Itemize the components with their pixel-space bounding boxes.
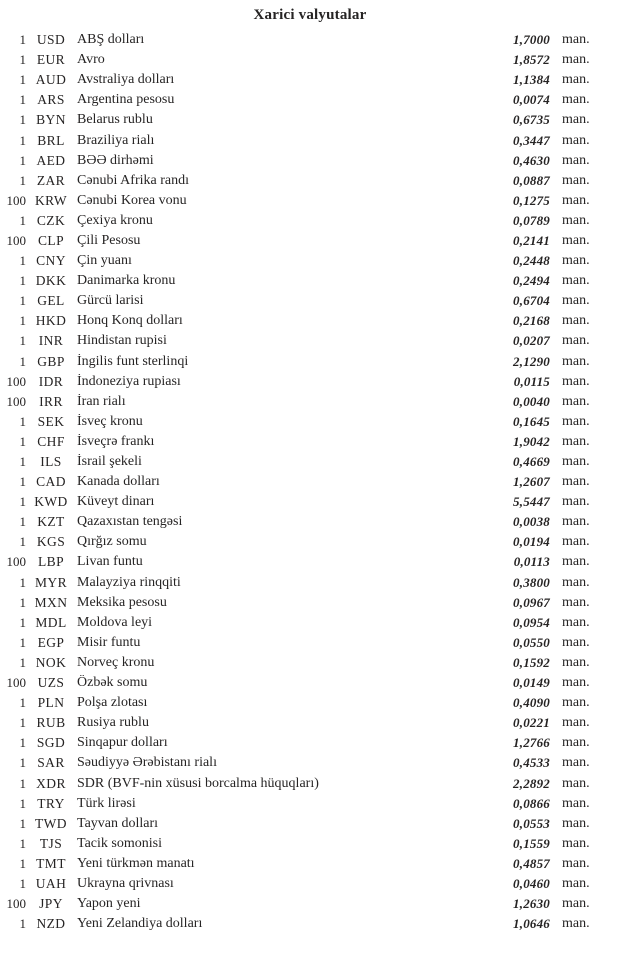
currency-code: IRR xyxy=(39,393,63,409)
currency-row xyxy=(0,171,620,191)
currency-unit: man. xyxy=(562,474,590,490)
currency-name: BƏƏ dirhəmi xyxy=(77,152,154,168)
currency-unit: man. xyxy=(562,393,590,409)
currency-rate: 0,1592 xyxy=(513,654,550,670)
currency-code: KZT xyxy=(37,514,65,530)
currency-quantity: 1 xyxy=(19,594,26,610)
currency-name: Avstraliya dolları xyxy=(77,72,175,88)
currency-name: Cənubi Korea vonu xyxy=(77,192,187,208)
currency-name: Türk lirəsi xyxy=(77,795,136,811)
currency-name: Sinqapur dolları xyxy=(77,735,168,751)
currency-row xyxy=(0,914,620,934)
currency-name: Braziliya rialı xyxy=(77,132,155,148)
currency-rate: 0,2448 xyxy=(513,253,550,269)
currency-quantity: 1 xyxy=(19,735,26,751)
currency-unit: man. xyxy=(562,413,590,429)
currency-rate: 0,4669 xyxy=(513,454,550,470)
currency-row xyxy=(0,211,620,231)
currency-quantity: 1 xyxy=(19,433,26,449)
currency-name: Norveç kronu xyxy=(77,654,155,670)
currency-unit: man. xyxy=(562,253,590,269)
currency-row xyxy=(0,713,620,733)
currency-row xyxy=(0,894,620,914)
currency-rate: 0,4857 xyxy=(513,855,550,871)
currency-code: TRY xyxy=(37,795,65,811)
currency-code: INR xyxy=(38,333,64,349)
currency-code: EGP xyxy=(37,634,65,650)
currency-row xyxy=(0,613,620,633)
currency-row xyxy=(0,331,620,351)
currency-unit: man. xyxy=(562,896,590,912)
currency-code: CAD xyxy=(36,474,66,490)
currency-unit: man. xyxy=(562,132,590,148)
currency-quantity: 1 xyxy=(19,72,26,88)
currency-quantity: 1 xyxy=(19,755,26,771)
currency-rate: 0,4630 xyxy=(513,152,550,168)
currency-rate: 0,0550 xyxy=(513,634,550,650)
currency-quantity: 1 xyxy=(19,775,26,791)
currency-rate: 0,3800 xyxy=(513,574,550,590)
currency-quantity: 1 xyxy=(19,32,26,48)
currency-name: Gürcü larisi xyxy=(77,293,144,309)
currency-rate: 0,0038 xyxy=(513,514,550,530)
currency-quantity: 100 xyxy=(6,192,26,208)
currency-quantity: 100 xyxy=(6,675,26,691)
currency-quantity: 100 xyxy=(6,896,26,912)
currency-code: GEL xyxy=(37,293,65,309)
currency-unit: man. xyxy=(562,72,590,88)
currency-unit: man. xyxy=(562,614,590,630)
currency-rate: 5,5447 xyxy=(513,494,550,510)
currency-unit: man. xyxy=(562,815,590,831)
currency-name: Cənubi Afrika randı xyxy=(77,172,189,188)
currency-code: MDL xyxy=(35,614,67,630)
currency-quantity: 1 xyxy=(19,353,26,369)
currency-row xyxy=(0,472,620,492)
currency-unit: man. xyxy=(562,514,590,530)
currency-rate: 1,9042 xyxy=(513,433,550,449)
currency-name: Səudiyyə Ərəbistanı rialı xyxy=(77,755,217,771)
currency-unit: man. xyxy=(562,855,590,871)
currency-rate: 2,2892 xyxy=(513,775,550,791)
currency-unit: man. xyxy=(562,232,590,248)
currency-name: Avro xyxy=(77,52,105,68)
currency-unit: man. xyxy=(562,916,590,932)
currency-unit: man. xyxy=(562,454,590,470)
currency-unit: man. xyxy=(562,654,590,670)
currency-code: HKD xyxy=(35,313,67,329)
currency-rate: 0,0866 xyxy=(513,795,550,811)
currency-unit: man. xyxy=(562,92,590,108)
currency-code: CZK xyxy=(36,212,66,228)
currency-row xyxy=(0,512,620,532)
currency-quantity: 1 xyxy=(19,916,26,932)
currency-unit: man. xyxy=(562,574,590,590)
currency-quantity: 1 xyxy=(19,474,26,490)
currency-row xyxy=(0,231,620,251)
currency-name: Malayziya rinqqiti xyxy=(77,574,181,590)
currency-quantity: 1 xyxy=(19,795,26,811)
currency-name: Qırğız somu xyxy=(77,534,147,550)
currency-name: Özbək somu xyxy=(77,675,148,691)
currency-code: UAH xyxy=(35,875,67,891)
currency-rate: 0,2494 xyxy=(513,273,550,289)
currency-row xyxy=(0,291,620,311)
currency-code: IDR xyxy=(38,373,64,389)
currency-row xyxy=(0,593,620,613)
currency-name: Polşa zlotası xyxy=(77,695,148,711)
currency-name: Tayvan dolları xyxy=(77,815,159,831)
currency-rate: 1,0646 xyxy=(513,916,550,932)
currency-unit: man. xyxy=(562,192,590,208)
currency-code: DKK xyxy=(35,273,67,289)
currency-row xyxy=(0,30,620,50)
currency-rate: 0,0967 xyxy=(513,594,550,610)
currency-quantity: 1 xyxy=(19,454,26,470)
currency-code: JPY xyxy=(39,896,63,912)
currency-code: CHF xyxy=(37,433,65,449)
currency-code: AED xyxy=(36,152,66,168)
currency-unit: man. xyxy=(562,735,590,751)
currency-code: PLN xyxy=(37,695,65,711)
currency-quantity: 1 xyxy=(19,273,26,289)
currency-rate: 0,1275 xyxy=(513,192,550,208)
currency-name: Kanada dolları xyxy=(77,474,160,490)
currency-rate: 0,0221 xyxy=(513,715,550,731)
currency-unit: man. xyxy=(562,172,590,188)
currency-rate: 0,6704 xyxy=(513,293,550,309)
currency-row xyxy=(0,794,620,814)
currency-unit: man. xyxy=(562,795,590,811)
currency-quantity: 1 xyxy=(19,514,26,530)
currency-rate: 0,0113 xyxy=(513,554,550,570)
currency-code: KGS xyxy=(36,534,66,550)
currency-quantity: 1 xyxy=(19,815,26,831)
currency-unit: man. xyxy=(562,755,590,771)
currency-rate: 0,0040 xyxy=(513,393,550,409)
currency-unit: man. xyxy=(562,433,590,449)
currency-row xyxy=(0,130,620,150)
currency-name: Yeni türkmən manatı xyxy=(77,855,195,871)
currency-row xyxy=(0,191,620,211)
currency-unit: man. xyxy=(562,715,590,731)
currency-row xyxy=(0,492,620,512)
currency-name: ABŞ dolları xyxy=(77,32,145,48)
currency-rate: 1,2630 xyxy=(513,896,550,912)
currency-quantity: 1 xyxy=(19,293,26,309)
currency-unit: man. xyxy=(562,333,590,349)
currency-quantity: 1 xyxy=(19,835,26,851)
currency-row xyxy=(0,693,620,713)
currency-rate: 0,4533 xyxy=(513,755,550,771)
currency-name: Misir funtu xyxy=(77,634,141,650)
currency-rate: 0,1645 xyxy=(513,413,550,429)
currency-name: Honq Konq dolları xyxy=(77,313,183,329)
currency-code: ARS xyxy=(37,92,65,108)
currency-row xyxy=(0,352,620,372)
currency-name: İsveçrə frankı xyxy=(77,433,155,449)
currency-row xyxy=(0,70,620,90)
currency-quantity: 1 xyxy=(19,654,26,670)
currency-quantity: 100 xyxy=(6,554,26,570)
currency-name: Livan funtu xyxy=(77,554,143,570)
currency-code: TJS xyxy=(39,835,63,851)
currency-unit: man. xyxy=(562,835,590,851)
currency-code: SGD xyxy=(36,735,66,751)
currency-quantity: 1 xyxy=(19,855,26,871)
currency-quantity: 100 xyxy=(6,373,26,389)
currency-rate: 0,2141 xyxy=(513,232,550,248)
currency-row xyxy=(0,834,620,854)
currency-code: TWD xyxy=(35,815,67,831)
page-title: Xarici valyutalar xyxy=(253,7,367,23)
currency-unit: man. xyxy=(562,353,590,369)
currency-code: BRL xyxy=(37,132,65,148)
currency-row xyxy=(0,311,620,331)
currency-code: AUD xyxy=(35,72,67,88)
currency-name: Çin yuanı xyxy=(77,253,132,269)
currency-row xyxy=(0,251,620,271)
currency-code: LBP xyxy=(38,554,64,570)
currency-rate: 0,0074 xyxy=(513,92,550,108)
currency-rate: 1,2607 xyxy=(513,474,550,490)
currency-rate-list xyxy=(0,30,620,934)
currency-row xyxy=(0,773,620,793)
currency-name: İran rialı xyxy=(77,393,126,409)
currency-code: KWD xyxy=(34,494,68,510)
currency-row xyxy=(0,372,620,392)
currency-row xyxy=(0,733,620,753)
currency-quantity: 1 xyxy=(19,413,26,429)
currency-code: RUB xyxy=(36,715,66,731)
currency-row xyxy=(0,452,620,472)
currency-code: BYN xyxy=(36,112,66,128)
currency-name: Argentina pesosu xyxy=(77,92,175,108)
currency-quantity: 1 xyxy=(19,875,26,891)
currency-name: Yapon yeni xyxy=(77,896,141,912)
currency-unit: man. xyxy=(562,675,590,691)
currency-quantity: 1 xyxy=(19,112,26,128)
currency-quantity: 1 xyxy=(19,333,26,349)
currency-quantity: 1 xyxy=(19,715,26,731)
currency-row xyxy=(0,151,620,171)
currency-name: Tacik somonisi xyxy=(77,835,162,851)
currency-name: Çexiya kronu xyxy=(77,212,153,228)
currency-unit: man. xyxy=(562,152,590,168)
currency-row xyxy=(0,412,620,432)
currency-name: İngilis funt sterlinqi xyxy=(77,353,189,369)
currency-row xyxy=(0,90,620,110)
currency-rate: 0,0194 xyxy=(513,534,550,550)
currency-code: TMT xyxy=(36,855,66,871)
currency-code: NOK xyxy=(35,654,67,670)
currency-row xyxy=(0,432,620,452)
currency-unit: man. xyxy=(562,594,590,610)
currency-row xyxy=(0,50,620,70)
currency-code: MXN xyxy=(34,594,68,610)
currency-rate: 0,0887 xyxy=(513,172,550,188)
currency-rate: 1,2766 xyxy=(513,735,550,751)
currency-rate: 0,0149 xyxy=(513,675,550,691)
currency-rate: 0,0115 xyxy=(513,373,550,389)
currency-quantity: 1 xyxy=(19,614,26,630)
currency-quantity: 1 xyxy=(19,534,26,550)
currency-name: İndoneziya rupiası xyxy=(77,373,181,389)
currency-row xyxy=(0,392,620,412)
currency-unit: man. xyxy=(562,875,590,891)
currency-row xyxy=(0,854,620,874)
currency-code: USD xyxy=(36,32,66,48)
currency-code: SAR xyxy=(37,755,65,771)
currency-name: Küveyt dinarı xyxy=(77,494,155,510)
currency-rate: 0,0460 xyxy=(513,875,550,891)
currency-rate: 0,0954 xyxy=(513,614,550,630)
currency-rate: 1,8572 xyxy=(513,52,550,68)
currency-unit: man. xyxy=(562,775,590,791)
currency-row xyxy=(0,814,620,834)
currency-quantity: 1 xyxy=(19,253,26,269)
currency-rate: 2,1290 xyxy=(513,353,550,369)
currency-unit: man. xyxy=(562,52,590,68)
currency-unit: man. xyxy=(562,293,590,309)
currency-quantity: 1 xyxy=(19,313,26,329)
currency-name: Meksika pesosu xyxy=(77,594,167,610)
currency-name: İsveç kronu xyxy=(77,413,143,429)
currency-unit: man. xyxy=(562,534,590,550)
currency-rate: 0,3447 xyxy=(513,132,550,148)
currency-rate: 1,7000 xyxy=(513,32,550,48)
currency-name: Qazaxıstan tengəsi xyxy=(77,514,183,530)
currency-quantity: 100 xyxy=(6,232,26,248)
currency-unit: man. xyxy=(562,273,590,289)
currency-row xyxy=(0,633,620,653)
currency-code: GBP xyxy=(37,353,65,369)
currency-unit: man. xyxy=(562,554,590,570)
currency-quantity: 1 xyxy=(19,634,26,650)
currency-code: CLP xyxy=(38,232,64,248)
currency-code: CNY xyxy=(36,253,66,269)
currency-name: Hindistan rupisi xyxy=(77,333,167,349)
currency-code: UZS xyxy=(37,675,65,691)
currency-row xyxy=(0,271,620,291)
currency-code: MYR xyxy=(35,574,67,590)
currency-row xyxy=(0,673,620,693)
currency-name: SDR (BVF-nin xüsusi borcalma hüquqları) xyxy=(77,775,319,791)
currency-row xyxy=(0,653,620,673)
currency-unit: man. xyxy=(562,313,590,329)
currency-code: KRW xyxy=(35,192,67,208)
currency-unit: man. xyxy=(562,112,590,128)
currency-quantity: 1 xyxy=(19,92,26,108)
currency-quantity: 1 xyxy=(19,152,26,168)
currency-quantity: 1 xyxy=(19,574,26,590)
currency-quantity: 1 xyxy=(19,695,26,711)
currency-name: Çili Pesosu xyxy=(77,232,141,248)
currency-row xyxy=(0,110,620,130)
currency-code: XDR xyxy=(36,775,66,791)
currency-quantity: 1 xyxy=(19,172,26,188)
currency-unit: man. xyxy=(562,212,590,228)
currency-unit: man. xyxy=(562,695,590,711)
currency-quantity: 1 xyxy=(19,212,26,228)
currency-name: Danimarka kronu xyxy=(77,273,176,289)
currency-quantity: 1 xyxy=(19,132,26,148)
currency-row xyxy=(0,874,620,894)
currency-rate: 0,1559 xyxy=(513,835,550,851)
currency-code: ZAR xyxy=(36,172,66,188)
currency-rate: 0,6735 xyxy=(513,112,550,128)
currency-row xyxy=(0,552,620,572)
currency-name: Ukrayna qrivnası xyxy=(77,875,174,891)
currency-name: Rusiya rublu xyxy=(77,715,149,731)
currency-rate: 0,2168 xyxy=(513,313,550,329)
currency-unit: man. xyxy=(562,494,590,510)
currency-code: NZD xyxy=(36,916,66,932)
currency-quantity: 1 xyxy=(19,494,26,510)
currency-unit: man. xyxy=(562,634,590,650)
currency-rate: 0,0207 xyxy=(513,333,550,349)
currency-name: Yeni Zelandiya dolları xyxy=(77,916,203,932)
currency-code: EUR xyxy=(36,52,66,68)
currency-code: ILS xyxy=(40,454,62,470)
currency-quantity: 1 xyxy=(19,52,26,68)
currency-name: Belarus rublu xyxy=(77,112,153,128)
currency-row xyxy=(0,753,620,773)
currency-row xyxy=(0,532,620,552)
currency-rate: 0,4090 xyxy=(513,695,550,711)
currency-rate: 1,1384 xyxy=(513,72,550,88)
currency-rate: 0,0789 xyxy=(513,212,550,228)
currency-row xyxy=(0,573,620,593)
currency-unit: man. xyxy=(562,32,590,48)
currency-quantity: 100 xyxy=(6,393,26,409)
currency-rate: 0,0553 xyxy=(513,815,550,831)
currency-unit: man. xyxy=(562,373,590,389)
currency-name: Moldova leyi xyxy=(77,614,153,630)
currency-name: İsrail şekeli xyxy=(77,454,142,470)
currency-code: SEK xyxy=(37,413,65,429)
